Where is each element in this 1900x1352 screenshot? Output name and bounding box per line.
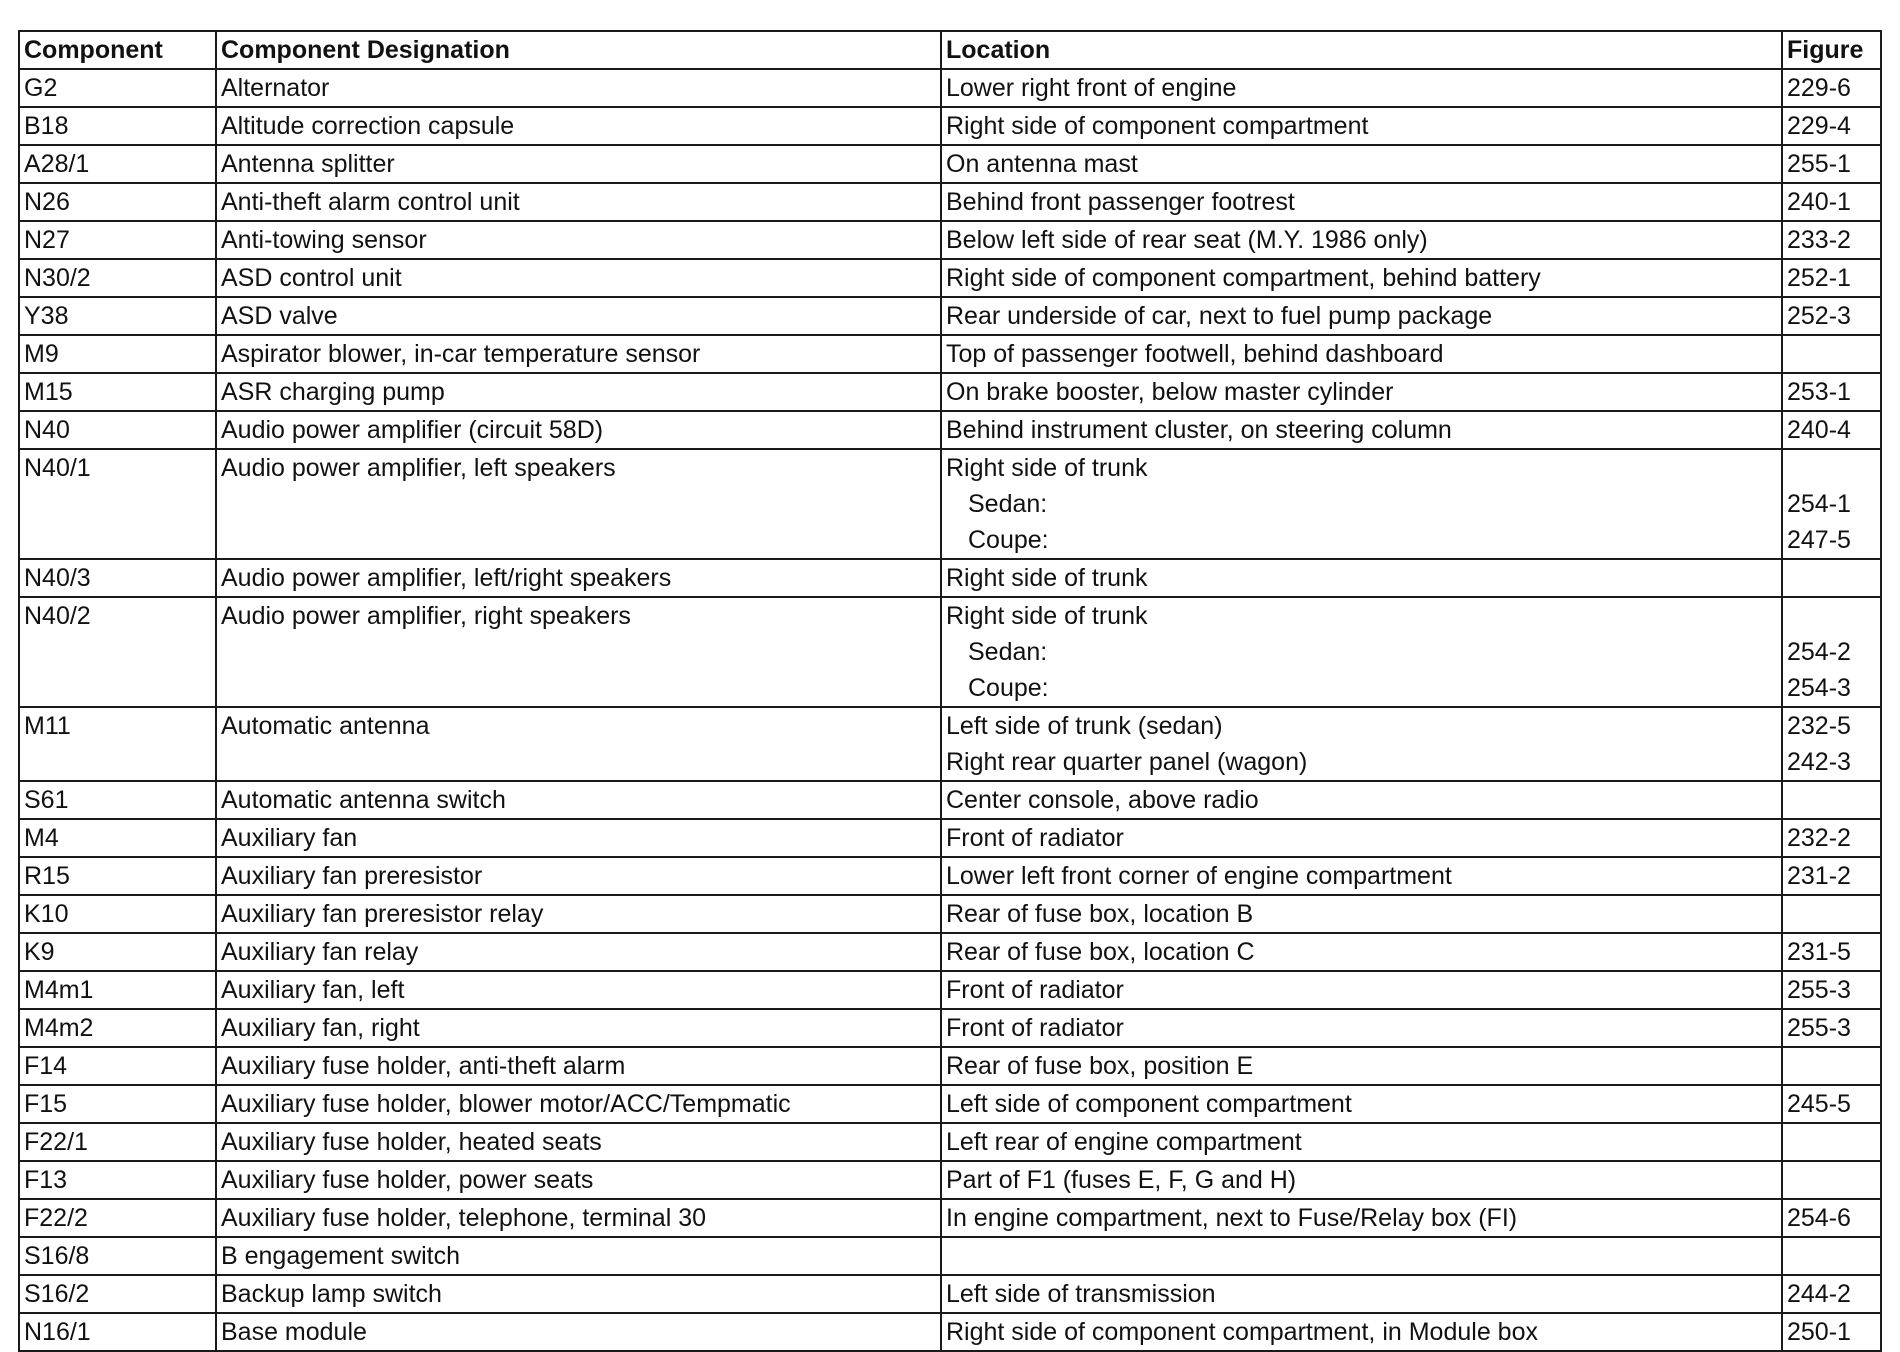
location-line: Lower right front of engine <box>946 74 1237 102</box>
location-line: Front of radiator <box>946 824 1124 852</box>
location-line: Right rear quarter panel (wagon) <box>946 748 1308 776</box>
cell-figure <box>1782 1009 1881 1047</box>
cell-location <box>941 145 1782 183</box>
cell-designation: Alternator <box>216 69 941 107</box>
cell-figure <box>1782 1275 1881 1313</box>
location-line: Lower left front corner of engine compartment <box>946 862 1452 890</box>
header-row <box>19 31 1881 69</box>
cell-figure <box>1782 183 1881 221</box>
cell-location <box>941 259 1782 297</box>
cell-component: N26 <box>19 183 216 221</box>
cell-component: N16/1 <box>19 1313 216 1351</box>
cell-location <box>941 781 1782 819</box>
table-row <box>19 145 1881 183</box>
figure-ref: 231-5 <box>1787 938 1851 966</box>
cell-location <box>941 933 1782 971</box>
figure-ref <box>1787 336 1876 372</box>
location-line: Below left side of rear seat (M.Y. 1986 only) <box>946 226 1428 254</box>
cell-location <box>941 895 1782 933</box>
cell-component: R15 <box>19 857 216 895</box>
table-row <box>19 107 1881 145</box>
cell-location <box>941 1313 1782 1351</box>
cell-designation: Auxiliary fan relay <box>216 933 941 971</box>
figure-ref: 254-2 <box>1787 638 1851 666</box>
cell-designation: ASR charging pump <box>216 373 941 411</box>
figure-ref: 250-1 <box>1787 1318 1851 1346</box>
table-row <box>19 1313 1881 1351</box>
figure-ref: 229-4 <box>1787 112 1851 140</box>
location-line: Front of radiator <box>946 1014 1124 1042</box>
header-location: Location <box>941 31 1782 69</box>
cell-figure <box>1782 69 1881 107</box>
cell-figure <box>1782 259 1881 297</box>
cell-figure <box>1782 373 1881 411</box>
table-row <box>19 971 1881 1009</box>
cell-designation: B engagement switch <box>216 1237 941 1275</box>
location-line: Right side of trunk <box>946 564 1148 592</box>
location-line: Sedan: <box>968 638 1048 666</box>
table-row <box>19 1123 1881 1161</box>
figure-ref: 253-1 <box>1787 378 1851 406</box>
cell-designation: ASD control unit <box>216 259 941 297</box>
cell-component: M4m2 <box>19 1009 216 1047</box>
cell-location <box>941 69 1782 107</box>
figure-ref: 244-2 <box>1787 1280 1851 1308</box>
cell-figure <box>1782 933 1881 971</box>
figure-ref: 254-6 <box>1787 1204 1851 1232</box>
figure-ref: 240-1 <box>1787 188 1851 216</box>
table-row <box>19 819 1881 857</box>
figure-ref: 245-5 <box>1787 1090 1851 1118</box>
header-designation: Component Designation <box>216 31 941 69</box>
table-row <box>19 1199 1881 1237</box>
cell-location <box>941 1009 1782 1047</box>
cell-component: S16/8 <box>19 1237 216 1275</box>
cell-component: M4m1 <box>19 971 216 1009</box>
table-row <box>19 373 1881 411</box>
cell-component: F22/2 <box>19 1199 216 1237</box>
cell-figure <box>1782 707 1881 781</box>
cell-figure <box>1782 971 1881 1009</box>
figure-ref <box>1787 1124 1876 1160</box>
location-line: Front of radiator <box>946 976 1124 1004</box>
cell-designation: Audio power amplifier (circuit 58D) <box>216 411 941 449</box>
cell-component: N27 <box>19 221 216 259</box>
cell-component: M11 <box>19 707 216 781</box>
cell-figure <box>1782 145 1881 183</box>
location-line: Right side of component compartment, in Module box <box>946 1318 1538 1346</box>
table-row <box>19 259 1881 297</box>
cell-figure <box>1782 1313 1881 1351</box>
cell-location <box>941 183 1782 221</box>
cell-designation: ASD valve <box>216 297 941 335</box>
figure-ref: 229-6 <box>1787 74 1851 102</box>
header-component: Component <box>19 31 216 69</box>
cell-figure <box>1782 335 1881 373</box>
cell-figure <box>1782 221 1881 259</box>
cell-component: F14 <box>19 1047 216 1085</box>
cell-designation: Auxiliary fan <box>216 819 941 857</box>
cell-designation: Auxiliary fuse holder, power seats <box>216 1161 941 1199</box>
location-line: Coupe: <box>968 526 1049 554</box>
figure-ref <box>1787 450 1876 486</box>
cell-figure <box>1782 1161 1881 1199</box>
location-line: Left side of transmission <box>946 1280 1216 1308</box>
cell-designation: Auxiliary fuse holder, telephone, terminal 30 <box>216 1199 941 1237</box>
figure-ref: 255-3 <box>1787 976 1851 1004</box>
cell-component: M15 <box>19 373 216 411</box>
figure-ref <box>1787 1162 1876 1198</box>
figure-ref <box>1787 560 1876 596</box>
cell-figure <box>1782 1047 1881 1085</box>
cell-designation: Anti-towing sensor <box>216 221 941 259</box>
table-row <box>19 895 1881 933</box>
cell-component: A28/1 <box>19 145 216 183</box>
cell-figure <box>1782 297 1881 335</box>
cell-designation: Automatic antenna switch <box>216 781 941 819</box>
table-row <box>19 297 1881 335</box>
cell-location <box>941 449 1782 559</box>
table-header <box>19 31 1881 69</box>
cell-designation: Aspirator blower, in-car temperature sensor <box>216 335 941 373</box>
cell-component: S61 <box>19 781 216 819</box>
cell-location <box>941 1047 1782 1085</box>
cell-location <box>941 1123 1782 1161</box>
figure-ref: 254-1 <box>1787 490 1851 518</box>
cell-location <box>941 1237 1782 1275</box>
figure-ref: 247-5 <box>1787 526 1851 554</box>
table-row <box>19 1275 1881 1313</box>
cell-figure <box>1782 1085 1881 1123</box>
cell-designation: Audio power amplifier, left speakers <box>216 449 941 559</box>
component-location-sheet <box>18 30 1880 1352</box>
table-row <box>19 781 1881 819</box>
cell-component: N40/3 <box>19 559 216 597</box>
location-line: Right side of component compartment, behind battery <box>946 264 1541 292</box>
cell-location <box>941 1275 1782 1313</box>
cell-figure <box>1782 1199 1881 1237</box>
location-line: Top of passenger footwell, behind dashboard <box>946 340 1444 368</box>
cell-location <box>941 1161 1782 1199</box>
cell-figure <box>1782 411 1881 449</box>
figure-ref: 232-2 <box>1787 824 1851 852</box>
location-line: In engine compartment, next to Fuse/Relay box (FI) <box>946 1204 1518 1232</box>
figure-ref: 252-1 <box>1787 264 1851 292</box>
cell-component: N30/2 <box>19 259 216 297</box>
cell-designation: Auxiliary fan, left <box>216 971 941 1009</box>
location-line: Sedan: <box>968 490 1048 518</box>
cell-designation: Audio power amplifier, left/right speakers <box>216 559 941 597</box>
figure-ref <box>1787 1238 1876 1274</box>
cell-component: F22/1 <box>19 1123 216 1161</box>
cell-location <box>941 559 1782 597</box>
cell-component: N40/2 <box>19 597 216 707</box>
cell-designation: Auxiliary fuse holder, blower motor/ACC/Tempmatic <box>216 1085 941 1123</box>
cell-designation: Antenna splitter <box>216 145 941 183</box>
figure-ref: 252-3 <box>1787 302 1851 330</box>
cell-designation: Altitude correction capsule <box>216 107 941 145</box>
cell-location <box>941 707 1782 781</box>
cell-component: M4 <box>19 819 216 857</box>
cell-designation: Auxiliary fan preresistor <box>216 857 941 895</box>
location-line: Coupe: <box>968 674 1049 702</box>
location-line: Rear of fuse box, location B <box>946 900 1254 928</box>
cell-component: M9 <box>19 335 216 373</box>
cell-component: K10 <box>19 895 216 933</box>
location-line: Right side of component compartment <box>946 112 1369 140</box>
location-line: Behind front passenger footrest <box>946 188 1295 216</box>
cell-component: K9 <box>19 933 216 971</box>
cell-figure <box>1782 857 1881 895</box>
cell-designation: Auxiliary fuse holder, anti-theft alarm <box>216 1047 941 1085</box>
cell-figure <box>1782 1123 1881 1161</box>
header-figure: Figure <box>1782 31 1881 69</box>
cell-designation: Auxiliary fan, right <box>216 1009 941 1047</box>
cell-component: N40/1 <box>19 449 216 559</box>
cell-location <box>941 971 1782 1009</box>
cell-designation: Auxiliary fan preresistor relay <box>216 895 941 933</box>
figure-ref <box>1787 598 1876 634</box>
cell-component: F13 <box>19 1161 216 1199</box>
figure-ref: 233-2 <box>1787 226 1851 254</box>
table-row <box>19 221 1881 259</box>
figure-ref: 240-4 <box>1787 416 1851 444</box>
location-line: Behind instrument cluster, on steering column <box>946 416 1452 444</box>
cell-component: G2 <box>19 69 216 107</box>
location-line: Left rear of engine compartment <box>946 1128 1302 1156</box>
cell-figure <box>1782 819 1881 857</box>
table-row <box>19 933 1881 971</box>
table-row <box>19 1161 1881 1199</box>
cell-location <box>941 297 1782 335</box>
cell-location <box>941 857 1782 895</box>
figure-ref: 242-3 <box>1787 748 1851 776</box>
component-table <box>18 30 1882 1352</box>
table-row <box>19 69 1881 107</box>
cell-component: Y38 <box>19 297 216 335</box>
figure-ref <box>1787 782 1876 818</box>
cell-designation: Auxiliary fuse holder, heated seats <box>216 1123 941 1161</box>
cell-designation: Backup lamp switch <box>216 1275 941 1313</box>
cell-location <box>941 373 1782 411</box>
table-row <box>19 449 1881 559</box>
table-row <box>19 411 1881 449</box>
table-row <box>19 335 1881 373</box>
table-row <box>19 707 1881 781</box>
location-line: On brake booster, below master cylinder <box>946 378 1394 406</box>
cell-figure <box>1782 781 1881 819</box>
cell-component: F15 <box>19 1085 216 1123</box>
cell-component: S16/2 <box>19 1275 216 1313</box>
cell-designation: Automatic antenna <box>216 707 941 781</box>
table-row <box>19 1237 1881 1275</box>
cell-location <box>941 1199 1782 1237</box>
cell-location <box>941 819 1782 857</box>
table-body <box>19 69 1881 1351</box>
cell-figure <box>1782 559 1881 597</box>
cell-location <box>941 221 1782 259</box>
location-line: Right side of trunk <box>946 602 1148 630</box>
cell-figure <box>1782 1237 1881 1275</box>
table-row <box>19 857 1881 895</box>
location-line: Part of F1 (fuses E, F, G and H) <box>946 1166 1297 1194</box>
cell-figure <box>1782 107 1881 145</box>
figure-ref: 255-3 <box>1787 1014 1851 1042</box>
cell-location <box>941 335 1782 373</box>
table-row <box>19 559 1881 597</box>
cell-location <box>941 411 1782 449</box>
figure-ref <box>1787 896 1876 932</box>
location-line: Left side of trunk (sedan) <box>946 712 1223 740</box>
cell-designation: Base module <box>216 1313 941 1351</box>
location-line: Left side of component compartment <box>946 1090 1352 1118</box>
cell-location <box>941 1085 1782 1123</box>
table-row <box>19 1009 1881 1047</box>
table-row <box>19 1047 1881 1085</box>
location-line: Rear underside of car, next to fuel pump package <box>946 302 1493 330</box>
figure-ref <box>1787 1048 1876 1084</box>
cell-figure <box>1782 449 1881 559</box>
figure-ref: 232-5 <box>1787 712 1851 740</box>
figure-ref: 231-2 <box>1787 862 1851 890</box>
cell-figure <box>1782 597 1881 707</box>
location-line: Right side of trunk <box>946 454 1148 482</box>
location-line: Center console, above radio <box>946 786 1259 814</box>
cell-figure <box>1782 895 1881 933</box>
cell-designation: Anti-theft alarm control unit <box>216 183 941 221</box>
figure-ref: 255-1 <box>1787 150 1851 178</box>
cell-designation: Audio power amplifier, right speakers <box>216 597 941 707</box>
location-line: Rear of fuse box, location C <box>946 938 1255 966</box>
location-line: Rear of fuse box, position E <box>946 1052 1254 1080</box>
table-row <box>19 597 1881 707</box>
location-line <box>946 1238 1777 1274</box>
cell-component: N40 <box>19 411 216 449</box>
figure-ref: 254-3 <box>1787 674 1851 702</box>
table-row <box>19 183 1881 221</box>
location-line: On antenna mast <box>946 150 1138 178</box>
cell-component: B18 <box>19 107 216 145</box>
table-row <box>19 1085 1881 1123</box>
cell-location <box>941 597 1782 707</box>
cell-location <box>941 107 1782 145</box>
